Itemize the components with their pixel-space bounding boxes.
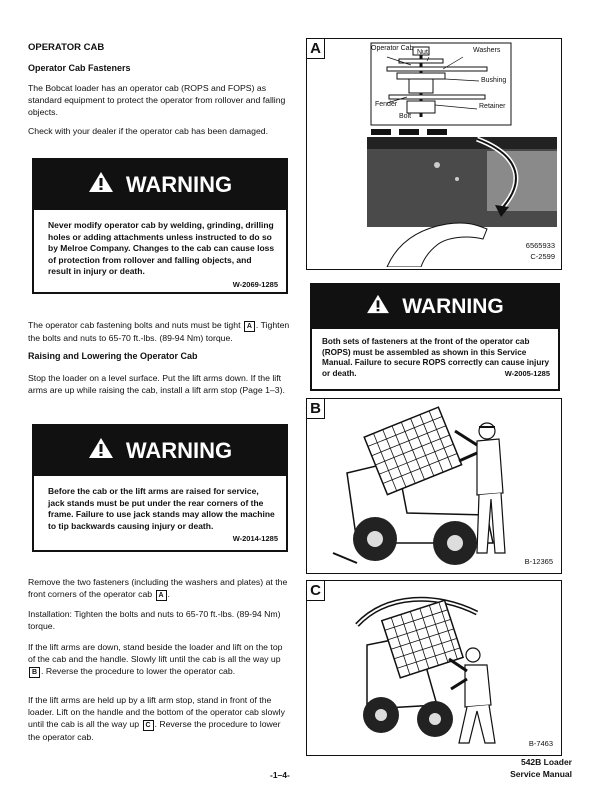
figure-ref-a: A [244,321,255,332]
warning-code: W-2069-1285 [232,279,278,289]
figure-label: A [306,38,325,59]
figure-b-raising-cab-side [306,398,562,574]
callout-nut: Nut [417,49,428,56]
warning-code: W-2014-1285 [232,534,278,543]
callout-operator-cab: Operator Cab [371,45,414,52]
figure-ref-a: A [156,590,167,601]
footer-model: 542B Loader [520,757,572,767]
warning-header [34,160,286,210]
figure-code: B-7463 [528,739,553,748]
warning-triangle-icon [88,171,114,199]
subsection-title-raising: Raising and Lowering the Operator Cab [28,351,198,361]
subsection-title-fasteners: Operator Cab Fasteners [28,63,131,73]
warning-title: WARNING [125,438,233,463]
warning-header [312,285,558,329]
warning-box-modify-cab [32,158,288,294]
callout-fender: Fender [375,101,398,108]
figure-code: B-12365 [524,557,553,566]
warning-message: Never modify operator cab by welding, grinding, drilling holes or adding attachments unless instructed to do so by Melroe Company. Changes to the cab can cause loss of protection from rollover and falling objects, and result in injury or death. [48,220,275,276]
warning-box-jack-stands [32,424,288,552]
warning-triangle-icon [366,294,390,320]
fastener-illustration [327,39,559,267]
callout-bushing: Bushing [481,77,507,84]
figure-label: C [306,580,325,601]
figure-ref-c: C [143,720,154,731]
warning-message: Before the cab or the lift arms are raised for service, jack stands must be put under the rear corners of the frame. Failure to use jack stands may allow the machine to tip backwards causing injury or death. [48,486,275,531]
section-title: OPERATOR CAB [28,42,105,53]
paragraph-check-dealer: Check with your dealer if the operator cab has been damaged. [28,126,269,136]
figure-label: B [306,398,325,419]
paragraph-stop-loader: Stop the loader on a level surface. Put the lift arms down. If the lift arms are up while raising the cab, install a lift arm stop (Page 1–3). [28,373,285,395]
paragraph-intro: The Bobcat loader has an operator cab (ROPS and FOPS) as standard equipment to protect the operator from rollover and falling objects. [28,83,286,117]
paragraph-lift-arms-up: If the lift arms are held up by a lift arm stop, stand in front of the loader. Lift on the handle and the bottom of the operator cab slowly until the cab is all the way up C . Reverse the procedure to lower the operator cab. [28,695,285,742]
warning-title: WARNING [125,172,233,197]
figure-a-fastener-detail [306,38,562,270]
callout-retainer: Retainer [479,103,506,110]
figure-ref-b: B [29,667,40,678]
paragraph-remove-fasteners: Remove the two fasteners (including the washers and plates) at the front corners of the operator cab A . [28,577,288,599]
warning-message: Both sets of fasteners at the front of the operator cab (ROPS) must be assembled as shown in this Service Manual. Failure to secure ROPS correctly can cause injury or death. [322,337,550,378]
warning-box-rops-fasteners [310,283,560,391]
warning-code: W-2005-1285 [504,369,550,378]
paragraph-lift-arms-down: If the lift arms are down, stand beside the loader and lift on the top of the cab and the handle. Slowly lift until the cab is all the way up B . Reverse the procedure to lower the operator cab. [28,642,283,676]
loader-lift-arm-stop-illustration [327,585,559,753]
page-number: -1–4- [270,770,290,780]
figure-code: C-2599 [530,252,555,261]
warning-header [34,426,286,476]
loader-cab-raised-illustration [327,403,559,571]
callout-bolt: Bolt [399,113,412,120]
figure-c-raising-cab-front [306,580,562,756]
warning-triangle-icon [88,437,114,465]
figure-code: 6565933 [525,241,555,250]
footer-manual-title: Service Manual [510,769,572,779]
paragraph-installation: Installation: Tighten the bolts and nuts to 65-70 ft.-lbs. (89-94 Nm) torque. [28,609,281,631]
callout-washers: Washers [473,47,501,54]
warning-title: WARNING [402,295,504,318]
paragraph-bolts-tight: The operator cab fastening bolts and nuts must be tight A . Tighten the bolts and nuts to 65-70 ft.-lbs. (89-94 Nm) torque. [28,320,290,343]
